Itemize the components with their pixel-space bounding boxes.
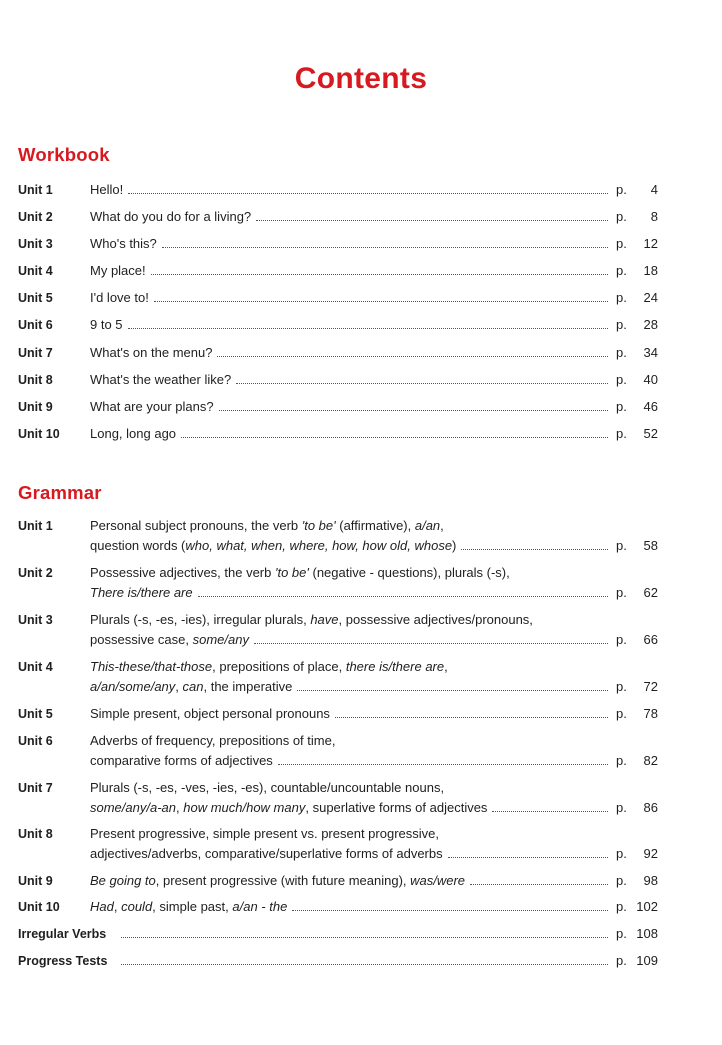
entry-line xyxy=(90,583,658,603)
page-ref xyxy=(616,315,658,335)
page-ref xyxy=(616,536,658,556)
entry-line xyxy=(90,871,658,891)
entry-body xyxy=(90,343,658,363)
text-segment: , prepositions of place, xyxy=(212,659,346,674)
entry-text xyxy=(90,536,456,556)
text-segment: who, what, when, where, how, how old, whose xyxy=(185,538,453,553)
page-number: 82 xyxy=(643,753,658,768)
entry-body xyxy=(90,610,658,650)
entry-title: What's the weather like? xyxy=(90,372,232,387)
page-ref xyxy=(616,704,658,724)
entry-line xyxy=(90,424,658,444)
entry-line xyxy=(90,180,658,200)
entry-line xyxy=(90,778,658,798)
entry-title: I'd love to! xyxy=(90,290,149,305)
entry-line xyxy=(116,924,658,944)
page-number: 86 xyxy=(643,800,658,815)
unit-label: Unit 3 xyxy=(18,613,53,627)
extra-label: Progress Tests xyxy=(18,954,108,968)
text-segment: , possessive adjectives/pronouns, xyxy=(338,612,533,627)
text-segment: ) xyxy=(452,538,457,553)
text-segment: , xyxy=(175,679,183,694)
entry-text xyxy=(90,630,249,650)
page-prefix: p. xyxy=(616,236,627,251)
text-segment: This-these/that-those xyxy=(90,659,213,674)
unit-label: Unit 1 xyxy=(18,183,53,197)
entry-line xyxy=(90,397,658,417)
unit-label: Unit 8 xyxy=(18,373,53,387)
unit-label: Unit 6 xyxy=(18,734,53,748)
entry-body xyxy=(116,951,658,971)
page-ref xyxy=(616,261,658,281)
entry-text xyxy=(90,610,533,630)
page-prefix: p. xyxy=(616,290,627,305)
unit-label: Unit 7 xyxy=(18,346,53,360)
page-number: 52 xyxy=(643,426,658,441)
entry-line xyxy=(90,234,658,254)
page-prefix: p. xyxy=(616,632,627,647)
text-segment: how much/how many xyxy=(183,800,306,815)
entry-body xyxy=(116,924,658,944)
entry-body xyxy=(90,778,658,818)
extra-label: Irregular Verbs xyxy=(18,927,107,941)
unit-label: Unit 9 xyxy=(18,400,53,414)
text-segment: possessive case, xyxy=(90,632,193,647)
entry-body xyxy=(90,871,658,891)
page-prefix: p. xyxy=(616,899,627,914)
text-segment: a/an - the xyxy=(232,899,288,914)
entry-text xyxy=(90,897,287,917)
text-segment: there is/there are xyxy=(345,659,445,674)
entry-line xyxy=(90,704,658,724)
leader-dots xyxy=(162,246,608,248)
workbook-heading: Workbook xyxy=(18,144,110,165)
text-segment: (affirmative), xyxy=(335,518,415,533)
page-prefix: p. xyxy=(616,182,627,197)
page-number: 8 xyxy=(650,209,658,224)
entry-line xyxy=(90,370,658,390)
page-number: 4 xyxy=(650,182,658,197)
entry-line xyxy=(90,824,658,844)
page-ref xyxy=(616,897,658,917)
page-prefix: p. xyxy=(616,953,627,968)
leader-dots xyxy=(236,382,608,384)
entry-line xyxy=(90,536,658,556)
entry-title: What's on the menu? xyxy=(90,345,213,360)
page-number: 24 xyxy=(643,290,658,305)
leader-dots xyxy=(217,355,608,357)
text-segment: , xyxy=(440,518,444,533)
unit-label: Unit 3 xyxy=(18,237,53,251)
text-segment: Be going to xyxy=(90,873,156,888)
entry-body xyxy=(90,180,658,200)
page-number: 98 xyxy=(643,873,658,888)
page-number: 12 xyxy=(643,236,658,251)
text-segment: 'to be' xyxy=(301,518,336,533)
text-segment: , the imperative xyxy=(203,679,293,694)
unit-label: Unit 2 xyxy=(18,210,53,224)
text-segment: 'to be' xyxy=(274,565,309,580)
page-ref xyxy=(616,397,658,417)
page-number: 62 xyxy=(643,585,658,600)
text-segment: have xyxy=(310,612,339,627)
text-segment: was/were xyxy=(410,873,466,888)
page-prefix: p. xyxy=(616,345,627,360)
entry-line xyxy=(90,261,658,281)
page-number: 78 xyxy=(643,706,658,721)
unit-label: Unit 10 xyxy=(18,427,60,441)
entry-line xyxy=(90,516,658,536)
entry-body xyxy=(90,897,658,917)
entry-text xyxy=(90,704,330,724)
leader-dots xyxy=(198,595,608,597)
text-segment: (negative - questions), plurals (-s), xyxy=(308,565,510,580)
entry-text xyxy=(90,751,273,771)
page-number: 40 xyxy=(643,372,658,387)
unit-label: Unit 5 xyxy=(18,291,53,305)
page-title: Contents xyxy=(294,62,428,95)
entry-title: What do you do for a living? xyxy=(90,209,252,224)
entry-text xyxy=(90,516,444,536)
leader-dots xyxy=(128,327,608,329)
entry-title: Hello! xyxy=(90,182,124,197)
text-segment: Plurals (-s, -es, -ies), irregular plurals, xyxy=(90,612,311,627)
page-ref xyxy=(616,583,658,603)
text-segment: Plurals (-s, -es, -ves, -ies, -es), countable/uncountable nouns, xyxy=(90,780,445,795)
text-segment: adjectives/adverbs, comparative/superlative forms of adverbs xyxy=(90,846,443,861)
unit-label: Unit 4 xyxy=(18,264,53,278)
leader-dots xyxy=(219,409,608,411)
entry-body xyxy=(90,234,658,254)
unit-label: Unit 10 xyxy=(18,900,60,914)
entry-body xyxy=(90,261,658,281)
entry-body xyxy=(90,315,658,335)
entry-line xyxy=(90,844,658,864)
entry-line xyxy=(90,630,658,650)
page-number: 72 xyxy=(643,679,658,694)
page-prefix: p. xyxy=(616,426,627,441)
page-ref xyxy=(616,630,658,650)
page-number: 28 xyxy=(643,317,658,332)
entry-text xyxy=(90,563,510,583)
text-segment: question words ( xyxy=(90,538,186,553)
leader-dots xyxy=(181,436,608,438)
entry-text xyxy=(90,583,193,603)
entry-line xyxy=(90,677,658,697)
entry-body xyxy=(90,516,658,556)
unit-label: Unit 7 xyxy=(18,781,53,795)
text-segment: a/an xyxy=(414,518,441,533)
text-segment: can xyxy=(182,679,204,694)
text-segment: a/an/some/any xyxy=(90,679,176,694)
entry-line xyxy=(90,897,658,917)
page-ref xyxy=(616,751,658,771)
entry-title: My place! xyxy=(90,263,146,278)
entry-text xyxy=(90,871,465,891)
entry-body xyxy=(90,824,658,864)
page-prefix: p. xyxy=(616,846,627,861)
entry-title: Who's this? xyxy=(90,236,157,251)
text-segment: , present progressive (with future meaning), xyxy=(155,873,411,888)
page-prefix: p. xyxy=(616,800,627,815)
text-segment: , xyxy=(113,899,122,914)
text-segment: There is/there are xyxy=(90,585,193,600)
page-ref xyxy=(616,207,658,227)
text-segment: could xyxy=(121,899,153,914)
entry-title: What are your plans? xyxy=(90,399,214,414)
page-ref xyxy=(616,844,658,864)
leader-dots xyxy=(297,689,608,691)
page-ref xyxy=(616,677,658,697)
entry-text xyxy=(90,778,444,798)
text-segment: , xyxy=(176,800,184,815)
text-segment: Present progressive, simple present vs. present progressive, xyxy=(90,826,439,841)
page-number: 58 xyxy=(643,538,658,553)
page-prefix: p. xyxy=(616,538,627,553)
leader-dots xyxy=(151,273,608,275)
leader-dots xyxy=(470,883,608,885)
page-ref xyxy=(616,424,658,444)
text-segment: Possessive adjectives, the verb xyxy=(90,565,275,580)
page-number: 102 xyxy=(636,899,658,914)
leader-dots xyxy=(128,192,608,194)
entry-body xyxy=(90,563,658,603)
page-number: 92 xyxy=(643,846,658,861)
entry-text xyxy=(90,844,443,864)
leader-dots xyxy=(278,763,608,765)
text-segment: some/any/a-an xyxy=(90,800,176,815)
page-ref xyxy=(616,180,658,200)
page-number: 46 xyxy=(643,399,658,414)
entry-line xyxy=(90,610,658,630)
page-prefix: p. xyxy=(616,873,627,888)
entry-body xyxy=(90,731,658,771)
entry-text xyxy=(90,798,487,818)
unit-label: Unit 4 xyxy=(18,660,53,674)
leader-dots xyxy=(154,300,608,302)
grammar-heading: Grammar xyxy=(18,482,102,503)
entry-body xyxy=(90,207,658,227)
page-prefix: p. xyxy=(616,399,627,414)
page-prefix: p. xyxy=(616,263,627,278)
leader-dots xyxy=(121,936,608,938)
unit-label: Unit 5 xyxy=(18,707,53,721)
entry-line xyxy=(90,315,658,335)
unit-label: Unit 8 xyxy=(18,827,53,841)
unit-label: Unit 6 xyxy=(18,318,53,332)
entry-line xyxy=(90,731,658,751)
unit-label: Unit 9 xyxy=(18,874,53,888)
entry-body xyxy=(90,370,658,390)
page-prefix: p. xyxy=(616,372,627,387)
page-number: 66 xyxy=(643,632,658,647)
entry-line xyxy=(90,343,658,363)
entry-text xyxy=(90,657,448,677)
leader-dots xyxy=(461,548,608,550)
page-prefix: p. xyxy=(616,706,627,721)
entry-line xyxy=(90,798,658,818)
page-number: 109 xyxy=(636,953,658,968)
leader-dots xyxy=(335,716,608,718)
entry-line xyxy=(90,751,658,771)
page-prefix: p. xyxy=(616,317,627,332)
entry-line xyxy=(90,563,658,583)
leader-dots xyxy=(492,810,608,812)
entry-line xyxy=(90,207,658,227)
text-segment: Personal subject pronouns, the verb xyxy=(90,518,302,533)
entry-text xyxy=(90,824,439,844)
unit-label: Unit 2 xyxy=(18,566,53,580)
text-segment: , xyxy=(444,659,448,674)
text-segment: comparative forms of adjectives xyxy=(90,753,273,768)
entry-line xyxy=(116,951,658,971)
page-ref xyxy=(616,951,658,971)
entry-body xyxy=(90,397,658,417)
entry-title: Long, long ago xyxy=(90,426,177,441)
entry-body xyxy=(90,288,658,308)
unit-label: Unit 1 xyxy=(18,519,53,533)
text-segment: , superlative forms of adjectives xyxy=(305,800,488,815)
page-ref xyxy=(616,798,658,818)
page-ref xyxy=(616,288,658,308)
entry-body xyxy=(90,704,658,724)
text-segment: some/any xyxy=(192,632,249,647)
entry-body xyxy=(90,657,658,697)
leader-dots xyxy=(254,642,608,644)
entry-line xyxy=(90,288,658,308)
leader-dots xyxy=(121,963,608,965)
page-ref xyxy=(616,924,658,944)
page-prefix: p. xyxy=(616,926,627,941)
entry-text xyxy=(90,677,292,697)
page-ref xyxy=(616,234,658,254)
page-prefix: p. xyxy=(616,585,627,600)
page-prefix: p. xyxy=(616,753,627,768)
page-number: 34 xyxy=(643,345,658,360)
page-ref xyxy=(616,871,658,891)
text-segment: Had xyxy=(90,899,114,914)
entry-line xyxy=(90,657,658,677)
leader-dots xyxy=(448,856,608,858)
page-prefix: p. xyxy=(616,679,627,694)
entry-title: 9 to 5 xyxy=(90,317,123,332)
text-segment: Adverbs of frequency, prepositions of time, xyxy=(90,733,336,748)
page-ref xyxy=(616,370,658,390)
leader-dots xyxy=(256,219,608,221)
page-number: 108 xyxy=(636,926,658,941)
page-ref xyxy=(616,343,658,363)
text-segment: Simple present, object personal pronouns xyxy=(90,706,330,721)
page-number: 18 xyxy=(643,263,658,278)
page-prefix: p. xyxy=(616,209,627,224)
entry-body xyxy=(90,424,658,444)
entry-text xyxy=(90,731,335,751)
text-segment: , simple past, xyxy=(152,899,233,914)
leader-dots xyxy=(292,909,608,911)
